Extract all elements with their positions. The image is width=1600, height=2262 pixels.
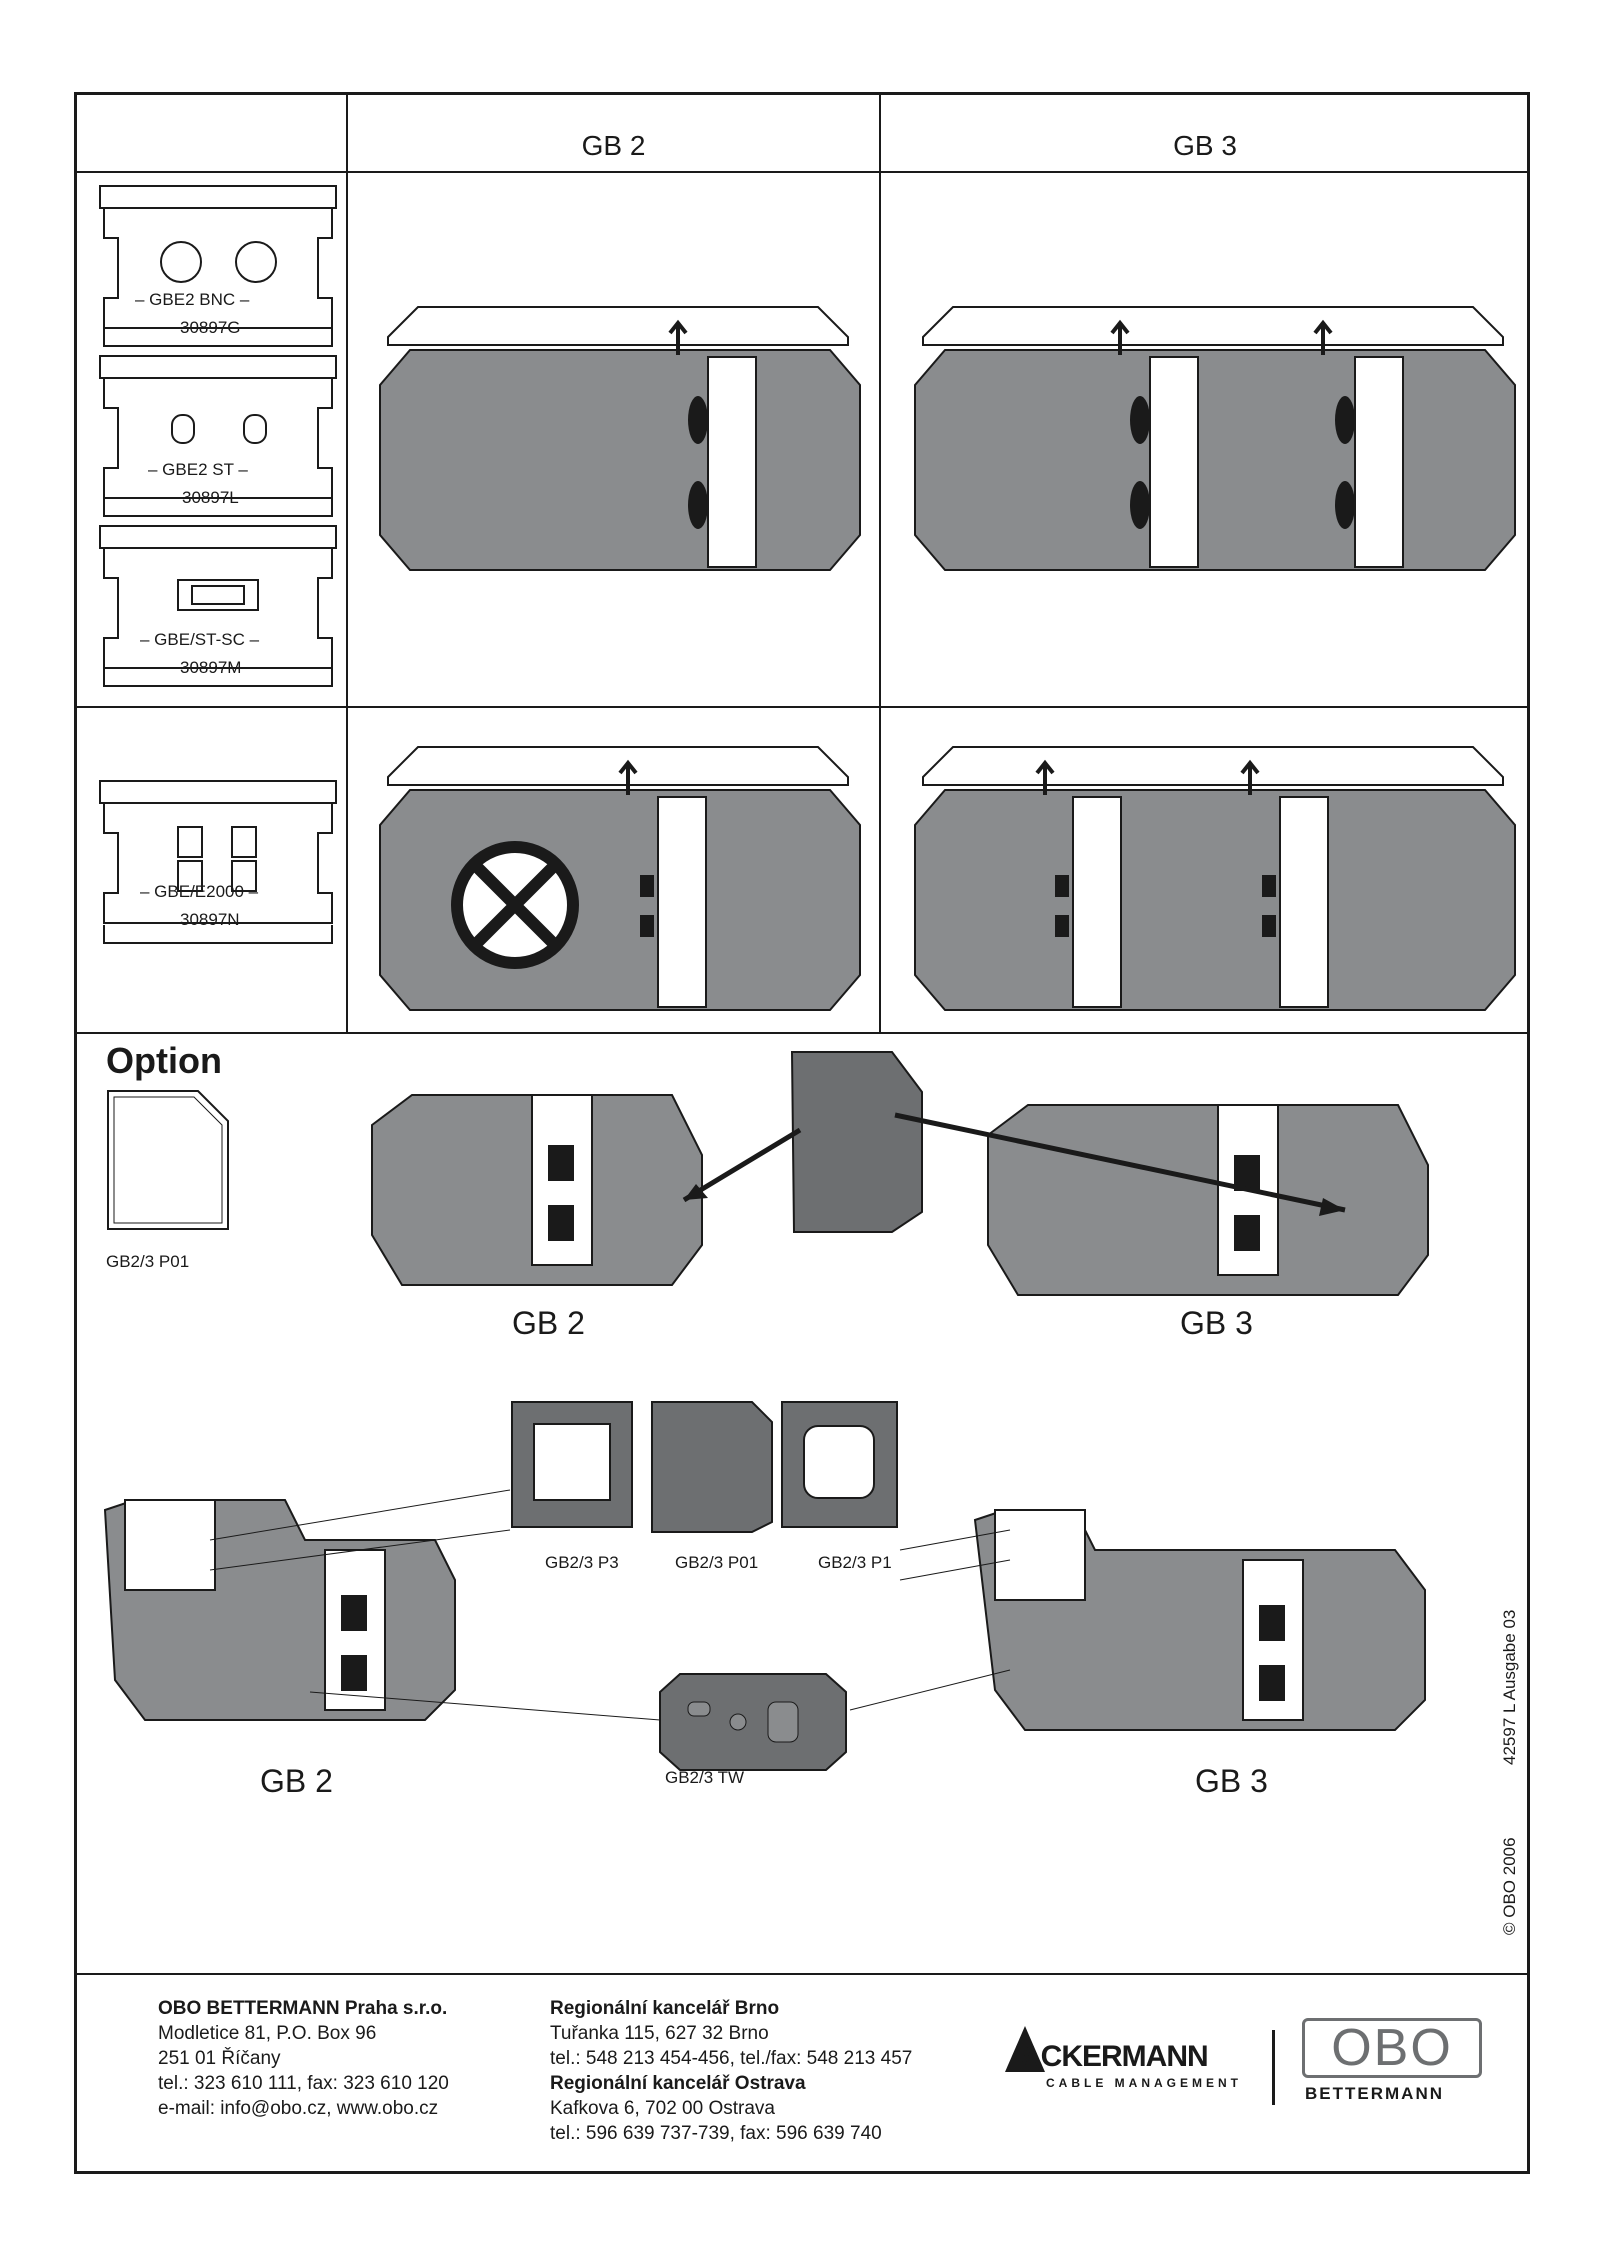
insert-code-bnc: 30897G	[180, 318, 241, 337]
assembly-part-p3-label: GB2/3 P3	[545, 1553, 619, 1572]
ackermann-logo: ACKERMANN	[1020, 2040, 1208, 2073]
gb2-box-row2	[370, 725, 870, 1005]
footer-col1-line: 251 01 Říčany	[158, 2048, 281, 2069]
option-gb2-label: GB 2	[512, 1305, 585, 1341]
footer-office-brno: Regionální kancelář Brno	[550, 1998, 780, 2019]
insert-code-st: 30897L	[182, 488, 239, 507]
insert-name-st: – GBE2 ST –	[148, 460, 248, 479]
logo-divider	[1272, 2030, 1275, 2105]
gb2-box-row1	[370, 285, 870, 565]
option-part-outline	[106, 1085, 236, 1235]
option-part-label: GB2/3 P01	[106, 1252, 190, 1271]
assembly-gb2-label: GB 2	[260, 1763, 333, 1799]
footer-col1-line: e-mail: info@obo.cz, www.obo.cz	[158, 2098, 439, 2119]
footer-col2	[550, 1996, 912, 2146]
col-header-gb2: GB 2	[581, 130, 646, 161]
obo-logo: OBO	[1302, 2018, 1482, 2078]
document-code: 42597 L Ausgabe 03	[1500, 1609, 1519, 1765]
footer-col1	[158, 1996, 449, 2121]
assembly-part-p01-label: GB2/3 P01	[675, 1553, 759, 1572]
col-header-gb3: GB 3	[1173, 130, 1237, 161]
footer-col1-line: Modletice 81, P.O. Box 96	[158, 2023, 377, 2044]
insert-code-stsc: 30897M	[180, 658, 242, 677]
footer-col2-line: tel.: 596 639 737-739, fax: 596 639 740	[550, 2123, 882, 2144]
assembly-connector-lines	[210, 1470, 1210, 1770]
footer-company: OBO BETTERMANN Praha s.r.o.	[158, 1998, 448, 2019]
option-gb2-box	[352, 1085, 712, 1295]
option-arrows	[680, 1110, 1600, 1280]
copyright: © OBO 2006	[1500, 1837, 1519, 1935]
gb3-box-row2	[905, 725, 1525, 1005]
ackermann-sub: CABLE MANAGEMENT	[1046, 2076, 1242, 2090]
gb3-box-row1	[905, 285, 1525, 565]
footer-office-ostrava: Regionální kancelář Ostrava	[550, 2073, 806, 2094]
option-gb3-label: GB 3	[1180, 1305, 1253, 1341]
footer-col2-line: tel.: 548 213 454-456, tel./fax: 548 213 457	[550, 2048, 913, 2069]
footer-col2-line: Kafkova 6, 702 00 Ostrava	[550, 2098, 775, 2119]
option-title: Option	[106, 1040, 222, 1081]
footer-col1-line: tel.: 323 610 111, fax: 323 610 120	[158, 2073, 449, 2094]
insert-name-stsc: – GBE/ST-SC –	[140, 630, 260, 649]
obo-sub: BETTERMANN	[1305, 2084, 1444, 2103]
insert-name-e2000: – GBE/E2000 –	[140, 882, 259, 901]
assembly-tw-label: GB2/3 TW	[665, 1768, 745, 1787]
insert-name-bnc: – GBE2 BNC –	[135, 290, 250, 309]
footer-col2-line: Tuřanka 115, 627 32 Brno	[550, 2023, 769, 2044]
assembly-part-p1-label: GB2/3 P1	[818, 1553, 892, 1572]
insert-code-e2000: 30897N	[180, 910, 240, 929]
assembly-gb3-label: GB 3	[1195, 1763, 1268, 1799]
